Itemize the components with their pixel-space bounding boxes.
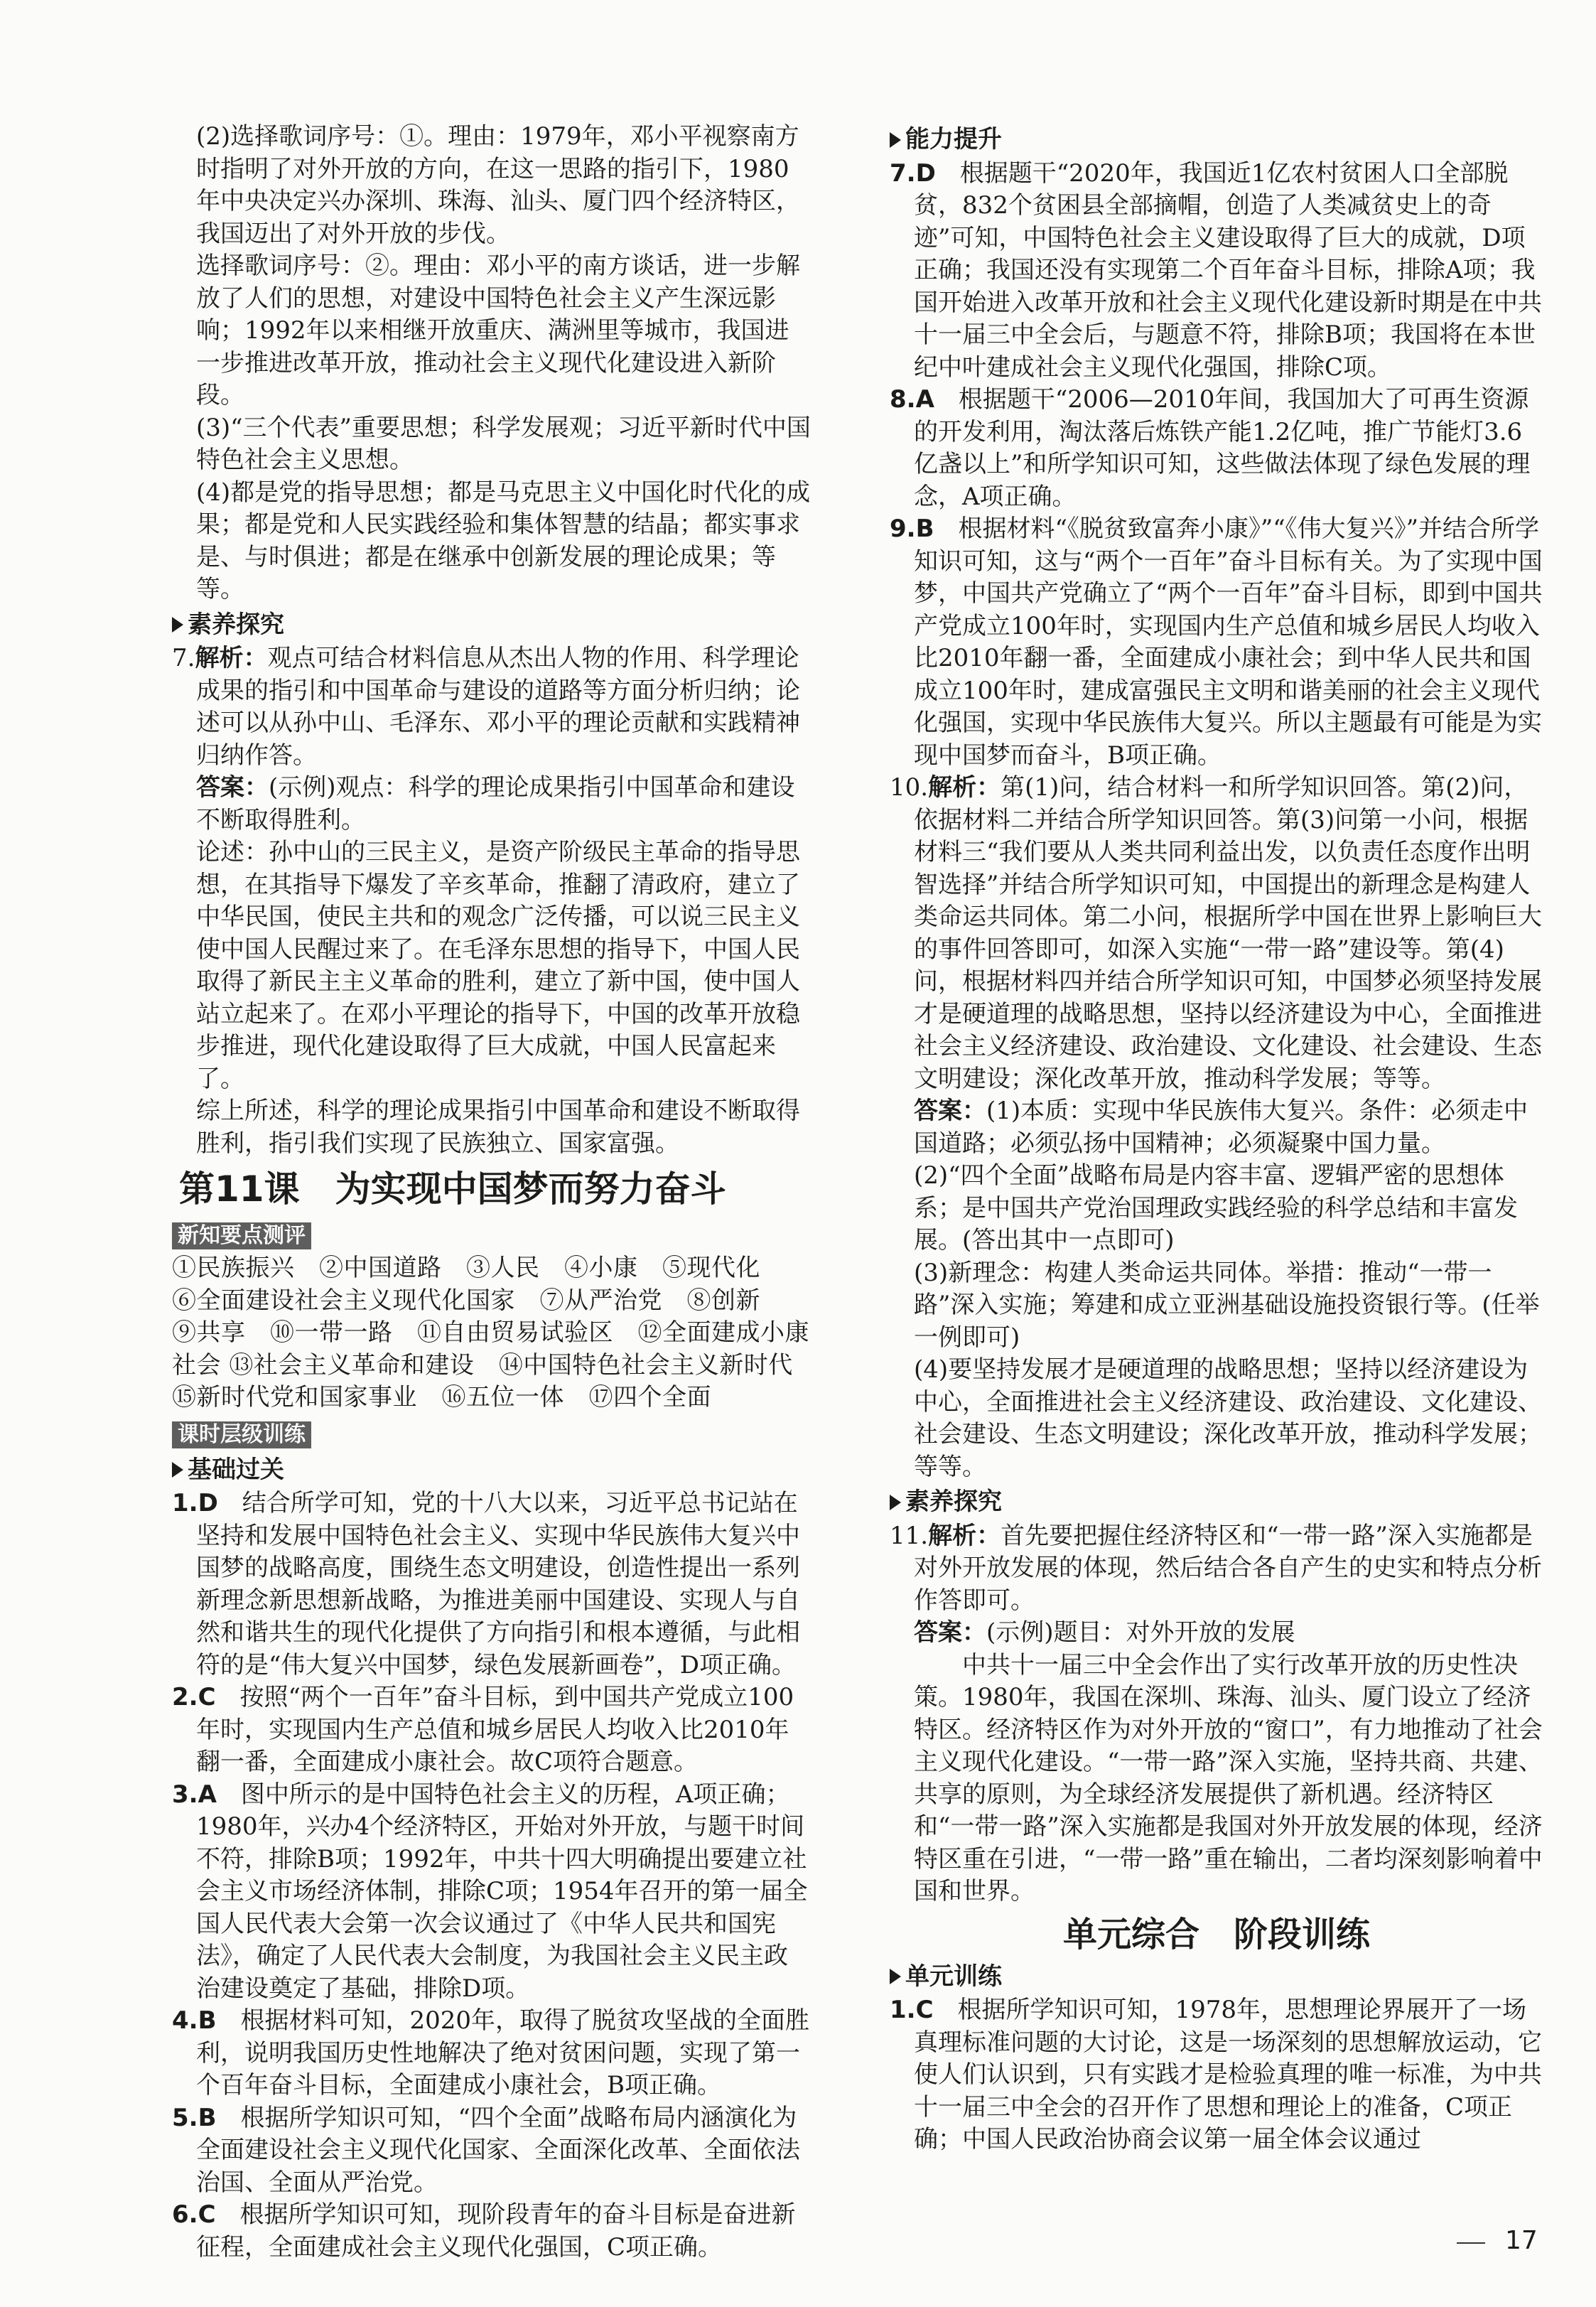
- unit-title: 单元综合 阶段训练: [1062, 1914, 1370, 1954]
- triangle-bullet-icon: [172, 1462, 183, 1478]
- question-11-essay: 中共十一届三中全会作出了实行改革开放的历史性决策。1980年，我国在深圳、珠海、汕头、厦门设立了经济特区。经济特区作为对外开放的“窗口”，有力地推动了社会主义现代化建设。“一带一路”深入实施，坚持共商、共建、共享的原则，为全球经济发展提供了新机遇。经济特区和“一带一路”深入实施都是我国对外开放发展的体现，经济特区重在引进，“一带一路”重在输出，二者均深刻影响着中国和世界。: [914, 1650, 1543, 1905]
- question-1: 1.D 结合所学可知，党的十八大以来，习近平总书记站在坚持和发展中国特色社会主义、实现中华民族伟大复兴中国梦的战略高度，围绕生态文明建设，创造性提出一系列新理念新思想新战略，为推进美丽中国建设、实现人与自然和谐共生的现代化提供了方向指引和根本遵循，与此相符的是“伟大复兴中国梦，绿色发展新画卷”，D项正确。: [172, 1489, 800, 1679]
- answer-q2b: 选择歌词序号：②。理由：邓小平的南方谈话，进一步解放了人们的思想，对建设中国特色社会主义产生深远影响；1992年以来相继开放重庆、满洲里等城市，我国进一步推进改革开放，推动社会主义现代化建设进入新阶段。: [196, 252, 800, 409]
- page-number-rule: [1457, 2242, 1485, 2244]
- triangle-bullet-icon: [172, 617, 183, 633]
- question-11-answer: 答案：(示例)题目：对外开放的发展: [914, 1618, 1295, 1647]
- answer-q2a: (2)选择歌词序号：①。理由：1979年，邓小平视察南方时指明了对外开放的方向，在这一思路的指引下，1980年中央决定兴办深圳、珠海、汕头、厦门四个经济特区，我国迈出了对外开放的步伐。: [196, 122, 800, 248]
- answer-q4: (4)都是党的指导思想；都是马克思主义中国化时代化的成果；都是党和人民实践经验和集体智慧的结晶；都实事求是、与时俱进；都是在继承中创新发展的理论成果；等等。: [196, 478, 811, 603]
- question-9: 9.B 根据材料“《脱贫致富奔小康》”“《伟大复兴》”并结合所学知识可知，这与“两个一百年”奋斗目标有关。为了实现中国梦，中国共产党确立了“两个一百年”奋斗目标，即到中国共产党成立100年时，实现国内生产总值和城乡居民人均收入比2010年翻一番，全面建成小康社会；到中华人民共和国成立100年时，建成富强民主文明和谐美丽的社会主义现代化强国，实现中华民族伟大复兴。所以主题最有可能是为实现中国梦而奋斗，B项正确。: [890, 515, 1543, 770]
- tag-xinzhi: 新知要点测评: [172, 1222, 311, 1249]
- question-11-explanation: 11.解析：首先要把握住经济特区和“一带一路”深入实施都是对外开放发展的体现，然后结合各自产生的史实和特点分析作答即可。: [890, 1521, 1542, 1615]
- question-10-answer-1: 答案：(1)本质：实现中华民族伟大复兴。条件：必须走中国道路；必须弘扬中国精神；必须凝聚中国力量。: [914, 1097, 1528, 1158]
- question-7-summary: 综上所述，科学的理论成果指引中国革命和建设不断取得胜利，指引我们实现了民族独立、国家富强。: [196, 1097, 800, 1158]
- question-8: 8.A 根据题干“2006—2010年间，我国加大了可再生资源的开发利用，淘汰落后炼铁产能1.2亿吨，推广节能灯3.6亿盏以上”和所学知识可知，这些做法体现了绿色发展的理念，A项正确。: [890, 385, 1531, 511]
- question-10-answer-2: (2)“四个全面”战略布局是内容丰富、逻辑严密的思想体系；是中国共产党治国理政实践经验的科学总结和丰富发展。(答出其中一点即可): [914, 1161, 1518, 1254]
- unit-question-1: 1.C 根据所学知识可知，1978年，思想理论界展开了一场真理标准问题的大讨论，这是一场深刻的思想解放运动，它使人们认识到，只有实践才是检验真理的唯一标准，为中共十一届三中全会的召开作了思想和理论上的准备，C项正确；中国人民政治协商会议第一届全体会议通过: [890, 1996, 1542, 2153]
- question-7-explanation: 7.解析：观点可结合材料信息从杰出人物的作用、科学理论成果的指引和中国革命与建设的道路等方面分析归纳；论述可以从孙中山、毛泽东、邓小平的理论贡献和实践精神归纳作答。: [172, 644, 800, 770]
- question-10-answer-4: (4)要坚持发展才是硬道理的战略思想；坚持以经济建设为中心，全面推进社会主义经济建设、政治建设、文化建设、社会建设、生态文明建设；深化改革开放，推动科学发展；等等。: [914, 1355, 1542, 1481]
- section-heading-suyang: 素养探究: [172, 609, 812, 642]
- question-10-answer-3: (3)新理念：构建人类命运共同体。举措：推动“一带一路”深入实施；筹建和成立亚洲基础设施投资银行等。(任举一例即可): [914, 1258, 1540, 1352]
- question-7: 7.D 根据题干“2020年，我国近1亿农村贫困人口全部脱贫，832个贫困县全部摘帽，创造了人类减贫史上的奇迹”可知，中国特色社会主义建设取得了巨大的成就，D项正确；我国还没有实现第二个百年奋斗目标，排除A项；我国开始进入改革开放和社会主义现代化建设新时期是在中共十一届三中全会后，与题意不符，排除B项；我国将在本世纪中叶建成社会主义现代化强国，排除C项。: [890, 158, 1542, 382]
- triangle-bullet-icon: [890, 1495, 901, 1510]
- section-heading-jichu: 基础过关: [172, 1454, 812, 1487]
- question-7-answer: 答案：(示例)观点：科学的理论成果指引中国革命和建设不断取得胜利。: [196, 773, 795, 834]
- section-heading-nengli: 能力提升: [890, 124, 1543, 156]
- question-7-argument: 论述：孙中山的三民主义，是资产阶级民主革命的指导思想，在其指导下爆发了辛亥革命，推翻了清政府，建立了中华民国，使民主共和的观念广泛传播，可以说三民主义使中国人民醒过来了。在毛泽东思想的指导下，中国人民取得了新民主主义革命的胜利，建立了新中国，使中国人站立起来了。在邓小平理论的指导下，中国的改革开放稳步推进，现代化建设取得了巨大成就，中国人民富起来了。: [196, 838, 800, 1093]
- triangle-bullet-icon: [890, 1969, 901, 1984]
- left-column: [172, 121, 812, 2264]
- section-heading-danyuan: 单元训练: [890, 1961, 1543, 1994]
- question-4: 4.B 根据材料可知，2020年，取得了脱贫攻坚战的全面胜利，说明我国历史性地解决了绝对贫困问题，实现了第一个百年奋斗目标，全面建成小康社会，B项正确。: [172, 2006, 810, 2099]
- triangle-bullet-icon: [890, 132, 901, 148]
- question-5: 5.B 根据所学知识可知，“四个全面”战略布局内涵演化为全面建设社会主义现代化国家、全面深化改革、全面依法治国、全面从严治党。: [172, 2103, 800, 2197]
- answer-q3: (3)“三个代表”重要思想；科学发展观；习近平新时代中国特色社会主义思想。: [196, 413, 811, 474]
- section-heading-suyang-right: 素养探究: [890, 1486, 1543, 1519]
- question-3: 3.A 图中所示的是中国特色社会主义的历程，A项正确；1980年，兴办4个经济特区，开始对外开放，与题干时间不符，排除B项；1992年，中共十四大明确提出要建立社会主义市场经济体制，排除C项；1954年召开的第一届全国人民代表大会第一次会议通过了《中华人民共和国宪法》，确定了人民代表大会制度，为我国社会主义民主政治建设奠定了基础，排除D项。: [172, 1780, 808, 2003]
- question-6: 6.C 根据所学知识可知，现阶段青年的奋斗目标是奋进新征程，全面建成社会主义现代化强国，C项正确。: [172, 2200, 796, 2262]
- key-points: ①民族振兴 ②中国道路 ③人民 ④小康 ⑤现代化 ⑥全面建设社会主义现代化国家 ⑦从严治党 ⑧创新 ⑨共享 ⑩一带一路 ⑪自由贸易试验区 ⑫全面建成小康社会 ⑬社会主义革命和建设 ⑭中国特色社会主义新时代 ⑮新时代党和国家事业 ⑯五位一体 ⑰四个全面: [172, 1254, 809, 1411]
- question-2: 2.C 按照“两个一百年”奋斗目标，到中国共产党成立100年时，实现国内生产总值和城乡居民人均收入比2010年翻一番，全面建成小康社会。故C项符合题意。: [172, 1683, 794, 1776]
- question-10-explanation: 10.解析：第(1)问，结合材料一和所学知识回答。第(2)问，依据材料二并结合所学知识回答。第(3)问第一小问，根据材料三“我们要从人类共同利益出发，以负责任态度作出明智选择”并结合所学知识可知，中国提出的新理念是构建人类命运共同体。第二小问，根据所学中国在世界上影响巨大的事件回答即可，如深入实施“一带一路”建设等。第(4)问，根据材料四并结合所学知识可知，中国梦必须坚持发展才是硬道理的战略思想，坚持以经济建设为中心，全面推进社会主义经济建设、政治建设、文化建设、社会建设、生态文明建设；深化改革开放，推动科学发展；等等。: [890, 773, 1542, 1093]
- lesson-title: 第11课 为实现中国梦而努力奋斗: [179, 1168, 726, 1210]
- tag-keshi: 课时层级训练: [172, 1421, 311, 1448]
- page-number: 17: [1505, 2226, 1538, 2255]
- right-column: [890, 121, 1543, 2156]
